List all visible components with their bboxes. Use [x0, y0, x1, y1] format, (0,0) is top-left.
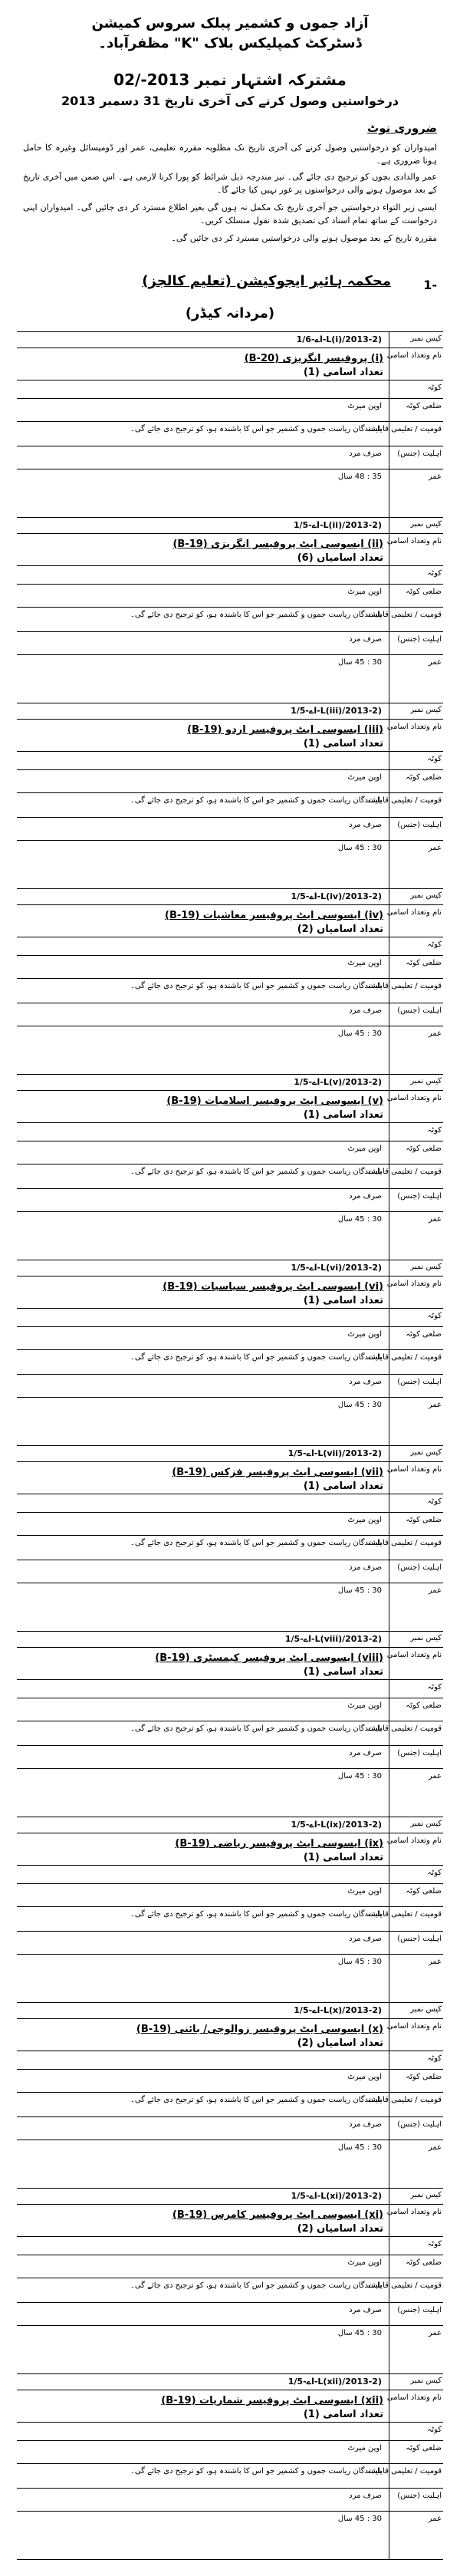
row-divider	[17, 1349, 443, 1350]
row-divider	[17, 654, 443, 655]
field-label: کوٹہ	[427, 1869, 442, 1877]
row-divider	[17, 769, 443, 770]
eligibility-gender: صرف مرد	[349, 1192, 382, 1201]
important-note-heading: ضروری نوٹ	[367, 121, 437, 135]
case-block	[17, 1260, 443, 1446]
department-number: -1	[423, 278, 437, 292]
post-title: (ii) ایسوسی ایٹ پروفیسر انگریزی (B-19)	[172, 539, 383, 550]
field-label: قومیت / تعلیمی قابلیت	[368, 796, 442, 805]
field-label: ضلعی کوٹہ	[406, 588, 442, 596]
field-label: اہلیت (جنس)	[397, 1378, 442, 1386]
eligibility-gender: صرف مرد	[349, 1006, 382, 1015]
field-label: قومیت / تعلیمی قابلیت	[368, 1539, 442, 1547]
row-divider	[17, 2440, 443, 2441]
field-label: قومیت / تعلیمی قابلیت	[368, 1910, 442, 1919]
field-label: نام وتعداد اسامی	[386, 1465, 442, 1474]
field-label: عمر	[428, 1958, 442, 1966]
field-label: نام وتعداد اسامی	[386, 2208, 442, 2216]
row-divider	[17, 1326, 443, 1327]
field-label: قومیت / تعلیمی قابلیت	[368, 611, 442, 619]
row-divider	[17, 421, 443, 422]
header-commission-name: آزاد جموں و کشمیر پبلک سروس کمیشن	[91, 15, 369, 31]
eligibility-gender: صرف مرد	[349, 1935, 382, 1943]
case-block	[17, 2188, 443, 2374]
field-label: کوٹہ	[427, 1497, 442, 1506]
row-divider	[17, 631, 443, 632]
domicile-condition: باشندگان ریاست جموں و کشمیر جو اس کا باشندہ ہو، کو ترجیح دی جائے گی۔	[130, 2467, 382, 2476]
post-title: (iv) ایسوسی ایٹ پروفیسر معاشیات (B-19)	[164, 910, 383, 921]
eligibility-gender: صرف مرد	[349, 1749, 382, 1757]
row-divider	[17, 1461, 443, 1462]
district-quota: اوپن میرٹ	[347, 1330, 382, 1339]
row-divider	[17, 904, 443, 905]
case-block	[17, 2373, 443, 2560]
field-label: کوٹہ	[427, 940, 442, 949]
case-block	[17, 1445, 443, 1632]
post-count: تعداد اسامی (1)	[303, 1852, 383, 1863]
district-quota: اوپن میرٹ	[347, 2073, 382, 2081]
post-count: تعداد اسامیاں (2)	[297, 924, 383, 935]
row-divider	[17, 1211, 443, 1212]
field-label: ضلعی کوٹہ	[406, 1145, 442, 1153]
row-divider	[17, 1535, 443, 1536]
post-title: (xi) ایسوسی ایٹ پروفیسر کامرس (B-19)	[172, 2209, 383, 2221]
note-paragraph: مقررہ تاریخ کے بعد موصول ہونے والی درخواستیں مسترد کر دی جائیں گی۔	[171, 233, 437, 243]
row-divider	[17, 817, 443, 818]
post-title: (ix) ایسوسی ایٹ پروفیسر ریاضی (B-19)	[175, 1838, 383, 1850]
row-divider	[17, 751, 443, 752]
field-label: قومیت / تعلیمی قابلیت	[368, 1168, 442, 1176]
row-divider	[17, 978, 443, 979]
case-block	[17, 331, 443, 518]
field-label: اہلیت (جنس)	[397, 821, 442, 829]
field-label: کوٹہ	[427, 2054, 442, 2063]
case-number: اے-1/5-L(iii)/2013-2)	[291, 706, 382, 716]
field-label: ضلعی کوٹہ	[406, 1516, 442, 1524]
note-paragraph: امیدواران کو درخواستیں وصول کرنے کی آخری تاریخ تک مطلوبہ مقررہ تعلیمی، عمر اور ڈومیسائل وغیرہ کا حامل ہونا ضروری ہے۔	[23, 143, 437, 166]
row-divider	[17, 2204, 443, 2205]
post-count: تعداد اسامی (1)	[303, 1295, 383, 1306]
case-number: اے-1/5-L(ii)/2013-2)	[293, 520, 382, 530]
row-divider	[17, 1679, 443, 1680]
domicile-condition: باشندگان ریاست جموں و کشمیر جو اس کا باشندہ ہو، کو ترجیح دی جائے گی۔	[130, 2281, 382, 2290]
row-divider	[17, 2463, 443, 2464]
case-number: اے-1/5-L(iv)/2013-2)	[291, 891, 382, 901]
case-number: اے-1/5-L(xii)/2013-2)	[288, 2377, 382, 2387]
case-block	[17, 1631, 443, 1817]
field-label: کوٹہ	[427, 2240, 442, 2248]
field-label: عمر	[428, 2515, 442, 2523]
field-label: قومیت / تعلیمی قابلیت	[368, 982, 442, 990]
post-count: تعداد اسامی (1)	[303, 1109, 383, 1121]
age-limit: 30 : 45 سال	[337, 2329, 382, 2337]
row-divider	[17, 1122, 443, 1123]
field-label: ضلعی کوٹہ	[406, 2258, 442, 2267]
field-label: کیس نمبر	[410, 1263, 442, 1271]
field-label: کوٹہ	[427, 384, 442, 392]
field-label: نام وتعداد اسامی	[386, 1651, 442, 1659]
field-label: کوٹہ	[427, 1683, 442, 1692]
field-label: اہلیت (جنس)	[397, 2120, 442, 2129]
field-label: ضلعی کوٹہ	[406, 2073, 442, 2081]
field-label: عمر	[428, 1586, 442, 1595]
post-count: تعداد اسامیاں (2)	[297, 2037, 383, 2049]
row-divider	[17, 1090, 443, 1091]
field-label: ضلعی کوٹہ	[406, 1330, 442, 1339]
row-divider	[17, 2325, 443, 2326]
row-divider	[17, 2488, 443, 2489]
row-divider	[17, 2302, 443, 2303]
case-number: اے-1/5-L(vii)/2013-2)	[288, 1448, 382, 1458]
row-divider	[17, 584, 443, 585]
case-number: اے-1/5-L(v)/2013-2)	[294, 1077, 382, 1087]
domicile-condition: باشندگان ریاست جموں و کشمیر جو اس کا باشندہ ہو، کو ترجیح دی جائے گی۔	[130, 425, 382, 433]
domicile-condition: باشندگان ریاست جموں و کشمیر جو اس کا باشندہ ہو، کو ترجیح دی جائے گی۔	[130, 796, 382, 805]
field-label: کیس نمبر	[410, 2191, 442, 2199]
field-label: کیس نمبر	[410, 891, 442, 900]
row-divider	[17, 1512, 443, 1513]
row-divider	[17, 2422, 443, 2423]
case-block	[17, 517, 443, 703]
case-block	[17, 1074, 443, 1260]
age-limit: 30 : 45 سال	[337, 1958, 382, 1966]
case-block	[17, 2002, 443, 2189]
eligibility-gender: صرف مرد	[349, 2492, 382, 2500]
domicile-condition: باشندگان ریاست جموں و کشمیر جو اس کا باشندہ ہو، کو ترجیح دی جائے گی۔	[130, 1353, 382, 1362]
field-label: کوٹہ	[427, 2426, 442, 2434]
field-label: قومیت / تعلیمی قابلیت	[368, 2096, 442, 2104]
deadline-line: درخواستیں وصول کرنے کی آخری تاریخ 31 دسمبر 2013	[61, 94, 399, 108]
age-limit: 30 : 45 سال	[337, 1215, 382, 1224]
row-divider	[17, 607, 443, 608]
age-limit: 30 : 45 سال	[337, 1029, 382, 1038]
eligibility-gender: صرف مرد	[349, 2306, 382, 2314]
case-block	[17, 888, 443, 1075]
row-divider	[17, 1397, 443, 1398]
field-label: کیس نمبر	[410, 1820, 442, 1828]
row-divider	[17, 1768, 443, 1769]
field-label: کیس نمبر	[410, 334, 442, 343]
row-divider	[17, 2236, 443, 2237]
field-label: عمر	[428, 844, 442, 852]
domicile-condition: باشندگان ریاست جموں و کشمیر جو اس کا باشندہ ہو، کو ترجیح دی جائے گی۔	[130, 1539, 382, 1547]
district-quota: اوپن میرٹ	[347, 1145, 382, 1153]
field-label: کیس نمبر	[410, 2377, 442, 2385]
field-label: کیس نمبر	[410, 706, 442, 714]
district-quota: اوپن میرٹ	[347, 1887, 382, 1896]
note-paragraph: ایسی زیر التواء درخواستیں جو آخری تاریخ تک مکمل نہ ہوں گی بغیر اطلاع مسترد کر دی جائیں گی۔ امیدواران اپنی درخواست کے ساتھ تمام اسناد کی تصدیق شدہ نقول منسلک کریں۔	[23, 203, 437, 226]
post-title: (vi) ایسوسی ایٹ پروفیسر سیاسیات (B-19)	[163, 1281, 383, 1293]
post-count: تعداد اسامی (1)	[303, 2409, 383, 2420]
field-label: ضلعی کوٹہ	[406, 959, 442, 967]
row-divider	[17, 955, 443, 956]
row-divider	[17, 719, 443, 720]
case-number: اے-1/5-L(ix)/2013-2)	[291, 1820, 382, 1830]
district-quota: اوپن میرٹ	[347, 773, 382, 782]
field-label: کیس نمبر	[410, 1634, 442, 1642]
field-label: نام وتعداد اسامی	[386, 908, 442, 917]
case-block	[17, 1817, 443, 2003]
row-divider	[17, 2018, 443, 2019]
eligibility-gender: صرف مرد	[349, 635, 382, 644]
district-quota: اوپن میرٹ	[347, 1701, 382, 1710]
field-label: عمر	[428, 1772, 442, 1780]
age-limit: 30 : 45 سال	[337, 1401, 382, 1409]
row-divider	[17, 565, 443, 566]
district-quota: اوپن میرٹ	[347, 1516, 382, 1524]
age-limit: 30 : 45 سال	[337, 2143, 382, 2152]
field-label: عمر	[428, 1401, 442, 1409]
field-label: قومیت / تعلیمی قابلیت	[368, 425, 442, 433]
row-divider	[17, 1308, 443, 1309]
district-quota: اوپن میرٹ	[347, 402, 382, 410]
row-divider	[17, 840, 443, 841]
field-label: کیس نمبر	[410, 520, 442, 529]
field-label: کوٹہ	[427, 569, 442, 578]
field-label: عمر	[428, 473, 442, 481]
post-title: (iii) ایسوسی ایٹ پروفیسر اردو (B-19)	[187, 724, 383, 736]
field-label: اہلیت (جنس)	[397, 2492, 442, 2500]
case-number: اے-1/5-L(xi)/2013-2)	[291, 2191, 382, 2201]
row-divider	[17, 1188, 443, 1189]
post-count: تعداد اسامی (1)	[303, 1666, 383, 1678]
post-count: تعداد اسامی (1)	[303, 1481, 383, 1492]
field-label: عمر	[428, 2329, 442, 2337]
row-divider	[17, 1745, 443, 1746]
field-label: نام وتعداد اسامی	[386, 2022, 442, 2031]
field-label: کیس نمبر	[410, 1448, 442, 1457]
field-label: اہلیت (جنس)	[397, 1749, 442, 1757]
field-label: عمر	[428, 1029, 442, 1038]
field-label: نام وتعداد اسامی	[386, 1094, 442, 1102]
eligibility-gender: صرف مرد	[349, 450, 382, 458]
row-divider	[17, 1954, 443, 1955]
district-quota: اوپن میرٹ	[347, 2258, 382, 2267]
case-number: اے-1/5-L(viii)/2013-2)	[284, 1634, 382, 1644]
field-label: اہلیت (جنس)	[397, 450, 442, 458]
eligibility-gender: صرف مرد	[349, 2120, 382, 2129]
case-number: اے-1/5-L(vi)/2013-2)	[291, 1263, 382, 1273]
row-divider	[17, 1906, 443, 1907]
row-divider	[17, 2069, 443, 2070]
post-count: تعداد اسامی (1)	[303, 367, 383, 378]
field-label: کوٹہ	[427, 1126, 442, 1135]
row-divider	[17, 1647, 443, 1648]
field-label: اہلیت (جنس)	[397, 635, 442, 644]
field-label: قومیت / تعلیمی قابلیت	[368, 1724, 442, 1733]
field-label: اہلیت (جنس)	[397, 1935, 442, 1943]
field-label: نام وتعداد اسامی	[386, 537, 442, 545]
age-limit: 30 : 45 سال	[337, 844, 382, 852]
post-title: (vii) ایسوسی ایٹ پروفیسر فزکس (B-19)	[172, 1467, 383, 1478]
field-label: ضلعی کوٹہ	[406, 1701, 442, 1710]
field-label: عمر	[428, 2143, 442, 2152]
field-label: ضلعی کوٹہ	[406, 2444, 442, 2452]
domicile-condition: باشندگان ریاست جموں و کشمیر جو اس کا باشندہ ہو، کو ترجیح دی جائے گی۔	[130, 2096, 382, 2104]
field-label: قومیت / تعلیمی قابلیت	[368, 2281, 442, 2290]
post-count: تعداد اسامیاں (6)	[297, 552, 383, 564]
district-quota: اوپن میرٹ	[347, 2444, 382, 2452]
age-limit: 30 : 45 سال	[337, 1586, 382, 1595]
post-count: تعداد اسامیاں (2)	[297, 2223, 383, 2235]
age-limit: 35 : 48 سال	[337, 473, 382, 481]
age-limit: 30 : 45 سال	[337, 658, 382, 667]
field-label: کوٹہ	[427, 1312, 442, 1320]
field-label: عمر	[428, 1215, 442, 1224]
field-label: اہلیت (جنس)	[397, 1192, 442, 1201]
field-label: نام وتعداد اسامی	[386, 1836, 442, 1845]
age-limit: 30 : 45 سال	[337, 1772, 382, 1780]
field-label: اہلیت (جنس)	[397, 2306, 442, 2314]
row-divider	[17, 792, 443, 793]
district-quota: اوپن میرٹ	[347, 959, 382, 967]
field-label: اہلیت (جنس)	[397, 1563, 442, 1572]
field-label: کوٹہ	[427, 755, 442, 763]
row-divider	[17, 398, 443, 399]
post-title: (v) ایسوسی ایٹ پروفیسر اسلامیات (B-19)	[166, 1095, 383, 1107]
row-divider	[17, 1374, 443, 1375]
table-bottom-border	[17, 2559, 443, 2560]
domicile-condition: باشندگان ریاست جموں و کشمیر جو اس کا باشندہ ہو، کو ترجیح دی جائے گی۔	[130, 611, 382, 619]
advertisement-title: مشترکہ اشتہار نمبر 2013-/02	[113, 71, 347, 89]
field-label: ضلعی کوٹہ	[406, 1887, 442, 1896]
header-address: ڈسٹرکٹ کمپلیکس بلاک "K" مظفرآباد۔	[98, 35, 362, 51]
row-divider	[17, 533, 443, 534]
row-divider	[17, 1865, 443, 1866]
domicile-condition: باشندگان ریاست جموں و کشمیر جو اس کا باشندہ ہو، کو ترجیح دی جائے گی۔	[130, 1724, 382, 1733]
domicile-condition: باشندگان ریاست جموں و کشمیر جو اس کا باشندہ ہو، کو ترجیح دی جائے گی۔	[130, 1168, 382, 1176]
field-label: قومیت / تعلیمی قابلیت	[368, 2467, 442, 2476]
field-label: نام وتعداد اسامی	[386, 351, 442, 360]
domicile-condition: باشندگان ریاست جموں و کشمیر جو اس کا باشندہ ہو، کو ترجیح دی جائے گی۔	[130, 1910, 382, 1919]
field-label: نام وتعداد اسامی	[386, 1280, 442, 1288]
field-label: کیس نمبر	[410, 2005, 442, 2014]
field-label: کیس نمبر	[410, 1077, 442, 1085]
post-title: (xii) ایسوسی ایٹ پروفیسر شماریات (B-19)	[161, 2395, 383, 2406]
row-divider	[17, 2116, 443, 2117]
case-number: اے-1/5-L(x)/2013-2)	[294, 2005, 382, 2015]
row-divider	[17, 2511, 443, 2512]
field-label: عمر	[428, 658, 442, 667]
post-title: (viii) ایسوسی ایٹ پروفیسر کیمسٹری (B-19)	[155, 1652, 383, 1664]
field-label: قومیت / تعلیمی قابلیت	[368, 1353, 442, 1362]
district-quota: اوپن میرٹ	[347, 588, 382, 596]
eligibility-gender: صرف مرد	[349, 821, 382, 829]
post-title: (x) ایسوسی ایٹ پروفیسر زوالوجی/ بائنی (B-19)	[136, 2024, 383, 2035]
case-number: اے-1/6-L(i)/2013-2)	[296, 334, 382, 344]
field-label: نام وتعداد اسامی	[386, 2393, 442, 2402]
post-count: تعداد اسامی (1)	[303, 738, 383, 749]
note-paragraph: عمر والدادی بچوں کو ترجیح دی جائے گی۔ نیز مندرجہ ذیل شرائط کو پورا کرنا لازمی ہے۔ اس ضمن میں آخری تاریخ کے بعد موصول ہونے والی درخواستوں پر غور نہیں کیا جائے گا۔	[23, 172, 437, 195]
row-divider	[17, 2092, 443, 2093]
field-label: ضلعی کوٹہ	[406, 773, 442, 782]
eligibility-gender: صرف مرد	[349, 1378, 382, 1386]
field-label: ضلعی کوٹہ	[406, 402, 442, 410]
field-label: نام وتعداد اسامی	[386, 723, 442, 731]
domicile-condition: باشندگان ریاست جموں و کشمیر جو اس کا باشندہ ہو، کو ترجیح دی جائے گی۔	[130, 982, 382, 990]
age-limit: 30 : 45 سال	[337, 2515, 382, 2523]
row-divider	[17, 1931, 443, 1932]
department-name: محکمہ ہائیر ایجوکیشن (تعلیم کالجز)	[142, 273, 391, 289]
eligibility-gender: صرف مرد	[349, 1563, 382, 1572]
row-divider	[17, 1883, 443, 1884]
post-title: (i) پروفیسر انگریزی (B-20)	[244, 353, 383, 364]
case-block	[17, 703, 443, 889]
cadre-heading: (مردانہ کیڈر)	[185, 305, 275, 321]
field-label: اہلیت (جنس)	[397, 1006, 442, 1015]
